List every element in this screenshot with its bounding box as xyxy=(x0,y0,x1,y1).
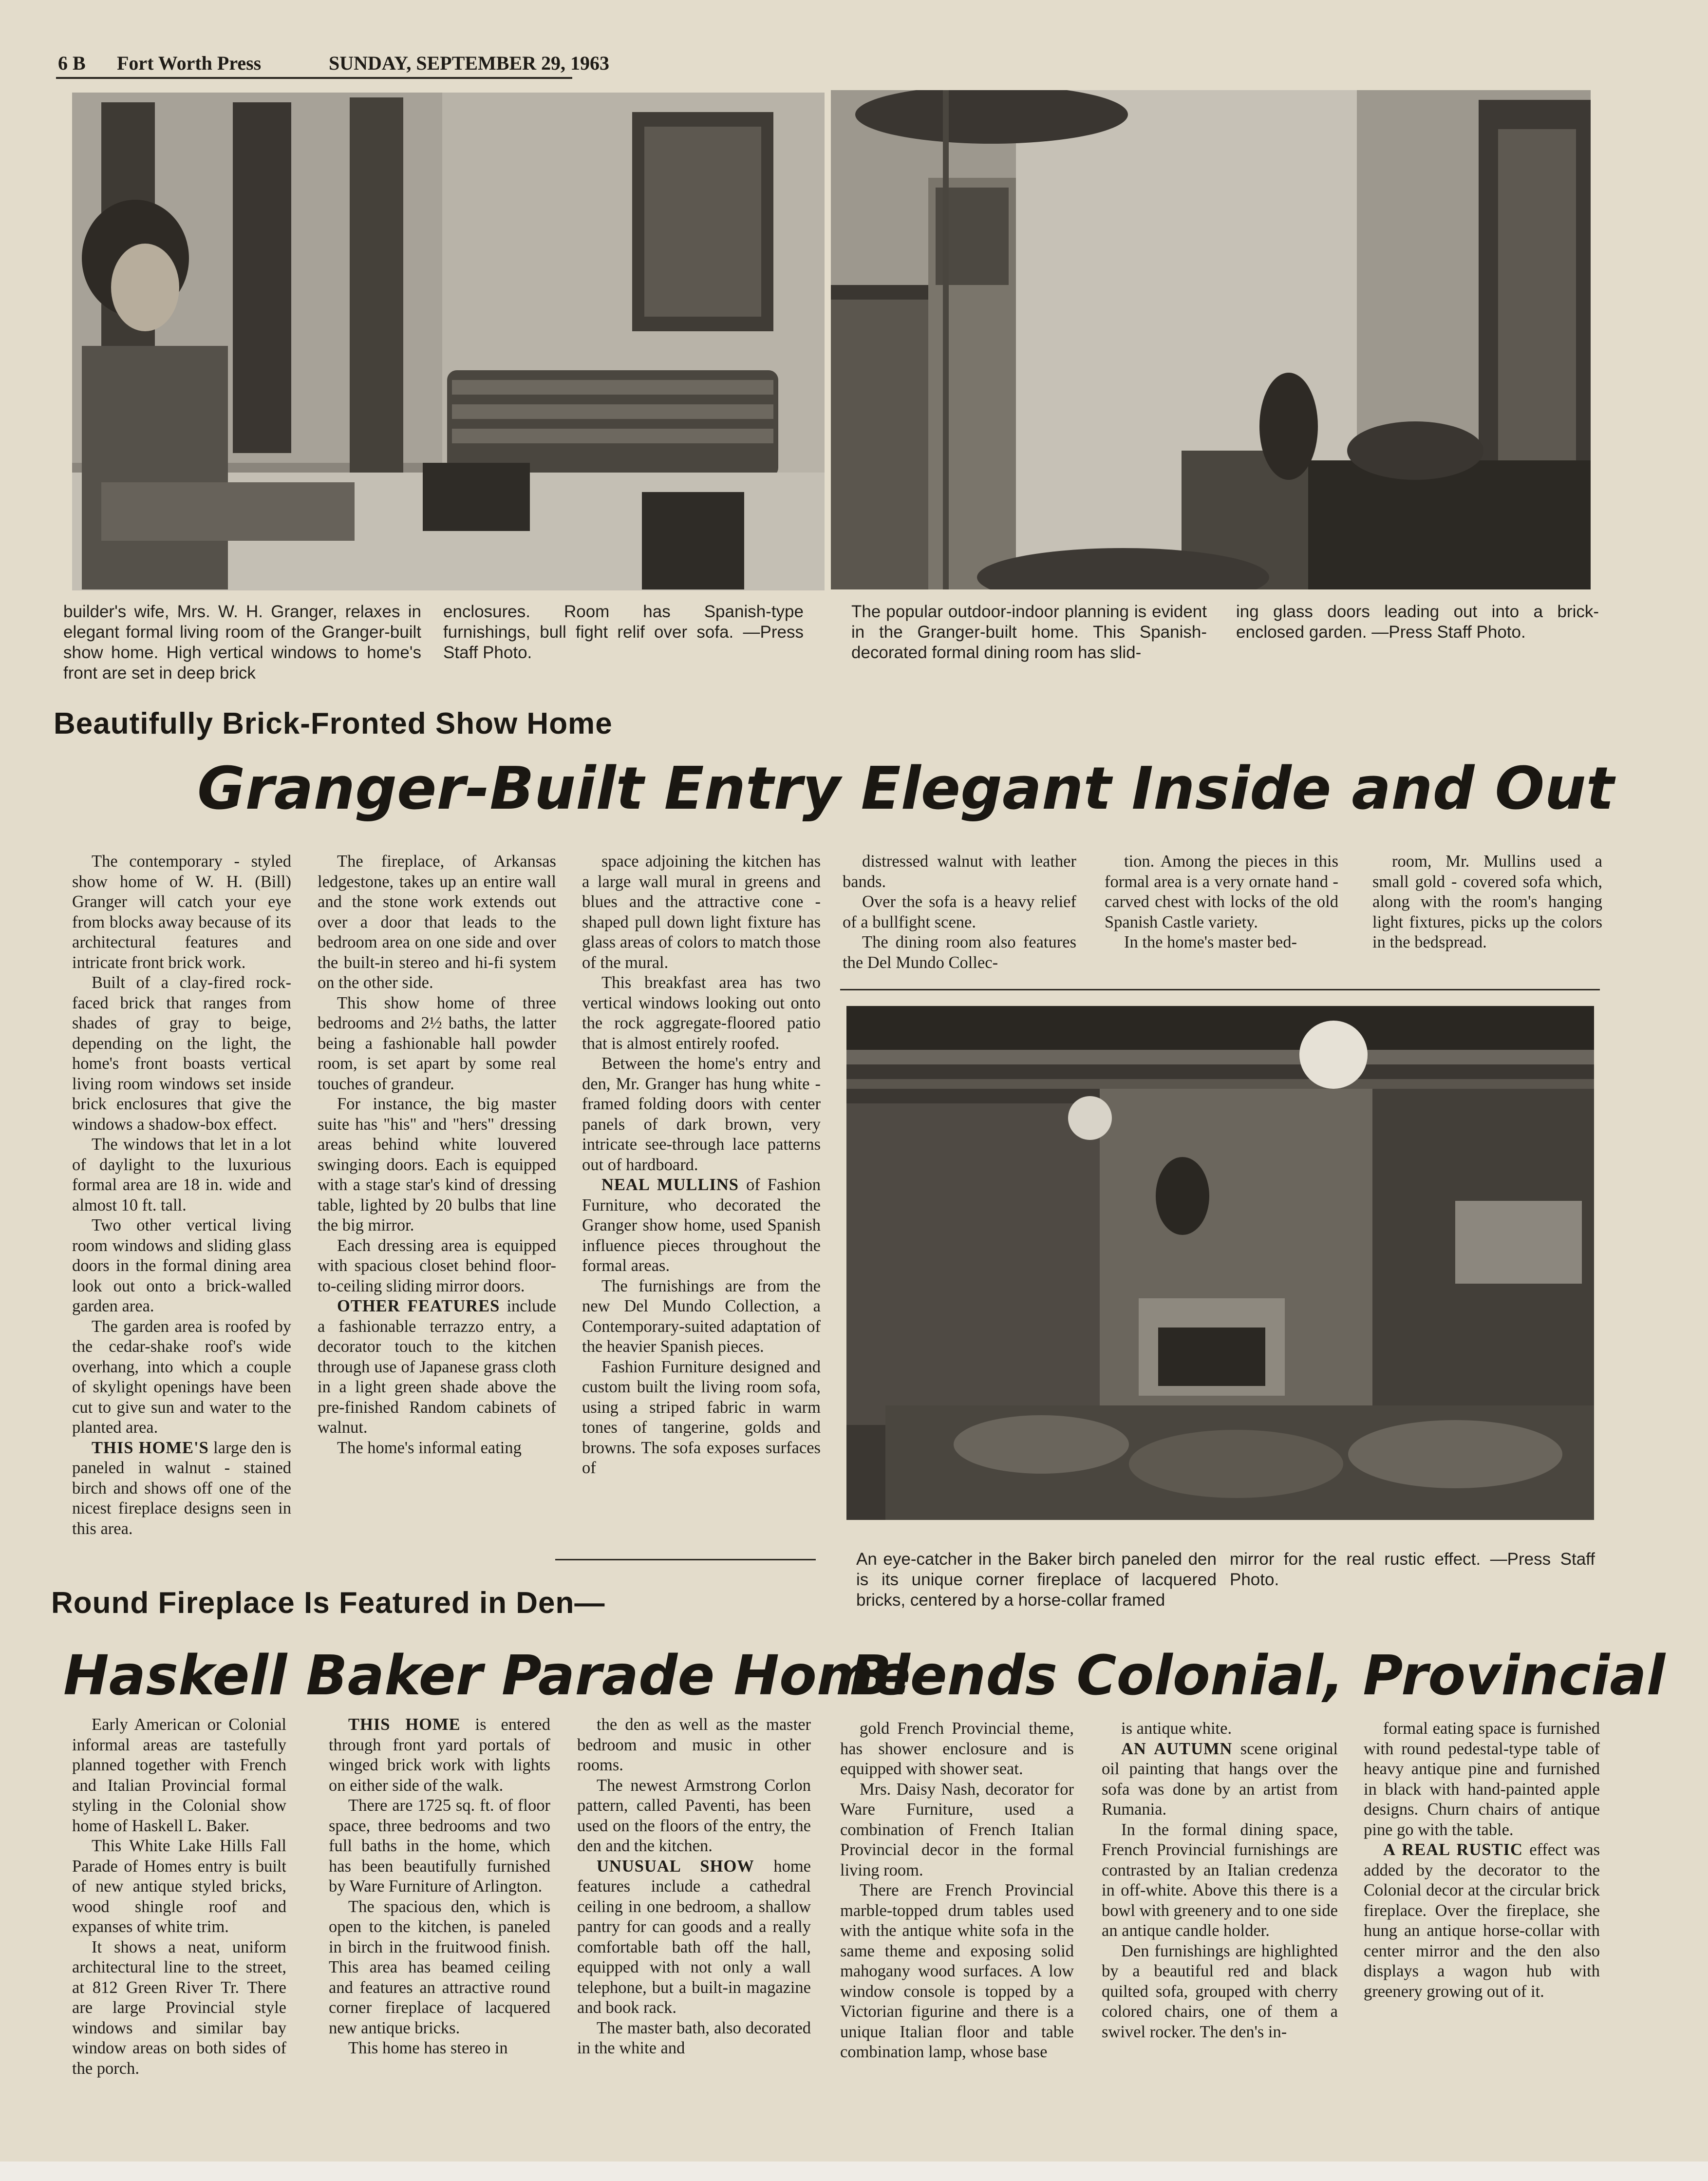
story1-column-6: room, Mr. Mullins used a small gold - covered sofa which, along with the room's hanging light fixtures, picks up the colors in the bedspread. xyxy=(1372,852,1602,951)
story2-column-4: gold French Provincial theme, has shower enclosure and is equipped with shower seat. Mrs. Daisy Nash, decorator for Ware Furniture, used a combination of French Italian Provincial decor in the formal living room. There are French Provincial marble-topped drum tables used with the antique white sofa in the same theme and exposing solid mahogany wood surfaces. A low window console is topped by a Victorian figurine and there is a unique Italian floor and table combination lamp, whose base xyxy=(840,1719,1074,2061)
story2-column-5: is antique white. AN AUTUMN scene original oil painting that hangs over the sofa was done by an artist from Rumania. In the formal dining space, French Provincial furnishings are contrasted by an Italian credenza in off-white. Above this there is a bowl with greenery and to one side an antique candle holder. Den furnishings are highlighted by a beautiful red and black quilted sofa, grouped with cherry colored chairs, one of them a swivel rocker. The den's in- xyxy=(1102,1719,1338,2041)
living-room-caption-left: builder's wife, Mrs. W. H. Granger, relaxes in elegant formal living room of the Granger-built show home. High vertical windows to home's front are set in deep brick xyxy=(63,602,421,683)
column-rule xyxy=(840,989,1600,990)
den-photo xyxy=(846,1006,1594,1520)
issue-date: SUNDAY, SEPTEMBER 29, 1963 xyxy=(329,52,610,74)
dining-room-caption-right: ing glass doors leading out into a brick-enclosed garden. —Press Staff Photo. xyxy=(1236,602,1599,642)
page-header xyxy=(56,49,610,79)
living-room-caption-right: enclosures. Room has Spanish-type furnishings, bull fight relif over sofa. —Press Staff Photo. xyxy=(443,602,804,662)
story2-headline-right: Blends Colonial, Provincial xyxy=(850,1644,1666,1707)
living-room-photo xyxy=(72,93,825,590)
column-rule xyxy=(555,1559,816,1560)
story1-column-4: distressed walnut with leather bands. Over the sofa is a heavy relief of a bullfight scene. The dining room also features the Del Mundo Collec- xyxy=(843,852,1076,972)
story1-column-2: The fireplace, of Arkansas ledgestone, takes up an entire wall and the stone work extends out over a door that leads to the bedroom area on one side and over the built-in stereo and hi-fi system on the other side. This show home of three bedrooms and 2½ baths, the latter being a fashionable hall powder room, is set apart by some real touches of grandeur. For instance, the big master suite has "his" and "hers" dressing areas behind white louvered swinging doors. Each is equipped with a stage star's kind of dressing table, lighted by 20 bulbs that line the big mirror. Each dressing area is equipped with spacious closet behind floor-to-ceiling sliding mirror doors. OTHER FEATURES include a fashionable terrazzo entry, a decorator touch to the kitchen through use of Japanese grass cloth in a light green shade above the pre-finished Random cabinets of walnut. The home's informal eating xyxy=(318,852,556,1457)
story1-column-3: space adjoining the kitchen has a large wall mural in greens and blues and the attractive cone - shaped pull down light fixture has glass areas of colors to match those of the mural. This breakfast area has two vertical windows looking out onto the rock aggregate-floored patio that is almost entirely roofed. Between the home's entry and den, Mr. Granger has hung white - framed folding doors with center panels of dark brown, very intricate see-through lace patterns out of hardboard. NEAL MULLINS of Fashion Furniture, who decorated the Granger show home, used Spanish influence pieces throughout the formal areas. The furnishings are from the new Del Mundo Collection, a Contemporary-suited adaptation of the heavier Spanish pieces. Fashion Furniture designed and custom built the living room sofa, using a striped fabric in warm tones of tangerine, golds and browns. The sofa exposes surfaces of xyxy=(582,852,821,1477)
story2-column-2: THIS HOME is entered through front yard portals of winged brick work with lights on either side of the walk. There are 1725 sq. ft. of floor space, three bedrooms and two full baths in the home, which has been beautifully furnished by Ware Furniture of Arlington. The spacious den, which is open to the kitchen, is paneled in birch in the fruitwood finish. This area has beamed ceiling and features an attractive round corner fireplace of lacquered new antique bricks. This home has stereo in xyxy=(329,1715,550,2057)
story1-kicker: Beautifully Brick-Fronted Show Home xyxy=(54,707,613,740)
story2-kicker: Round Fireplace Is Featured in Den— xyxy=(51,1586,605,1620)
story1-column-5: tion. Among the pieces in this formal area is a very ornate hand - carved chest with locks of the old Spanish Castle variety. In the home's master bed- xyxy=(1105,852,1338,951)
dining-room-photo xyxy=(831,90,1591,589)
story2-headline-left: Haskell Baker Parade Home xyxy=(63,1644,911,1707)
story1-headline: Granger-Built Entry Elegant Inside and Out xyxy=(197,755,1614,823)
den-caption-right: mirror for the real rustic effect. —Press Staff Photo. xyxy=(1230,1550,1595,1589)
story2-column-6: formal eating space is furnished with round pedestal-type table of heavy antique pine and furnished in black with hand-painted apple designs. Churn chairs of antique pine go with the table. A REAL RUSTIC effect was added by the decorator to the Colonial decor at the circular brick fireplace. Over the fireplace, she hung an antique horse-collar with center mirror and the den also displays a wagon hub with greenery growing out of it. xyxy=(1364,1719,1600,2001)
den-caption-left: An eye-catcher in the Baker birch paneled den is its unique corner fireplace of lacquered bricks, centered by a horse-collar framed xyxy=(856,1550,1217,1610)
newspaper-name: Fort Worth Press xyxy=(117,52,262,74)
story2-column-3: the den as well as the master bedroom and music in other rooms. The newest Armstrong Corlon pattern, called Paventi, has been used on the floors of the entry, the den and the kitchen. UNUSUAL SHOW home features include a cathedral ceiling in one bedroom, a shallow pantry for can goods and a really comfortable bath off the hall, equipped with not only a wall telephone, but a built-in magazine and book rack. The master bath, also decorated in the white and xyxy=(577,1715,811,2057)
story1-column-1: The contemporary - styled show home of W. H. (Bill) Granger will catch your eye from blocks away because of its architectural features and intricate front brick work. Built of a clay-fired rock-faced brick that ranges from shades of gray to beige, depending on the light, the home's front boasts vertical living room windows set inside brick enclosures that give the windows a shadow-box effect. The windows that let in a lot of daylight to the luxurious formal area are 18 in. wide and almost 10 ft. tall. Two other vertical living room windows and sliding glass doors in the formal dining area look out onto a brick-walled garden area. The garden area is roofed by the cedar-shake roof's wide overhang, into which a couple of skylight openings have been cut to give sun and water to the planted area. THIS HOME'S large den is paneled in walnut - stained birch and shows off one of the nicest fireplace designs seen in this area. xyxy=(72,852,291,1538)
section-number: 6 B xyxy=(58,52,86,74)
paper-edge xyxy=(0,2162,1708,2181)
story2-column-1: Early American or Colonial informal areas are tastefully planned together with French and Italian Provincial formal styling in the Colonial show home of Haskell L. Baker. This White Lake Hills Fall Parade of Homes entry is built of new antique styled bricks, wood shingle roof and expanses of white trim. It shows a neat, uniform architectural line to the street, at 812 Green River Tr. There are large Provincial style windows and similar bay window areas on both sides of the porch. xyxy=(72,1715,286,2078)
dining-room-caption-left: The popular outdoor-indoor planning is evident in the Granger-built home. This Spanish-decorated formal dining room has slid- xyxy=(851,602,1207,662)
